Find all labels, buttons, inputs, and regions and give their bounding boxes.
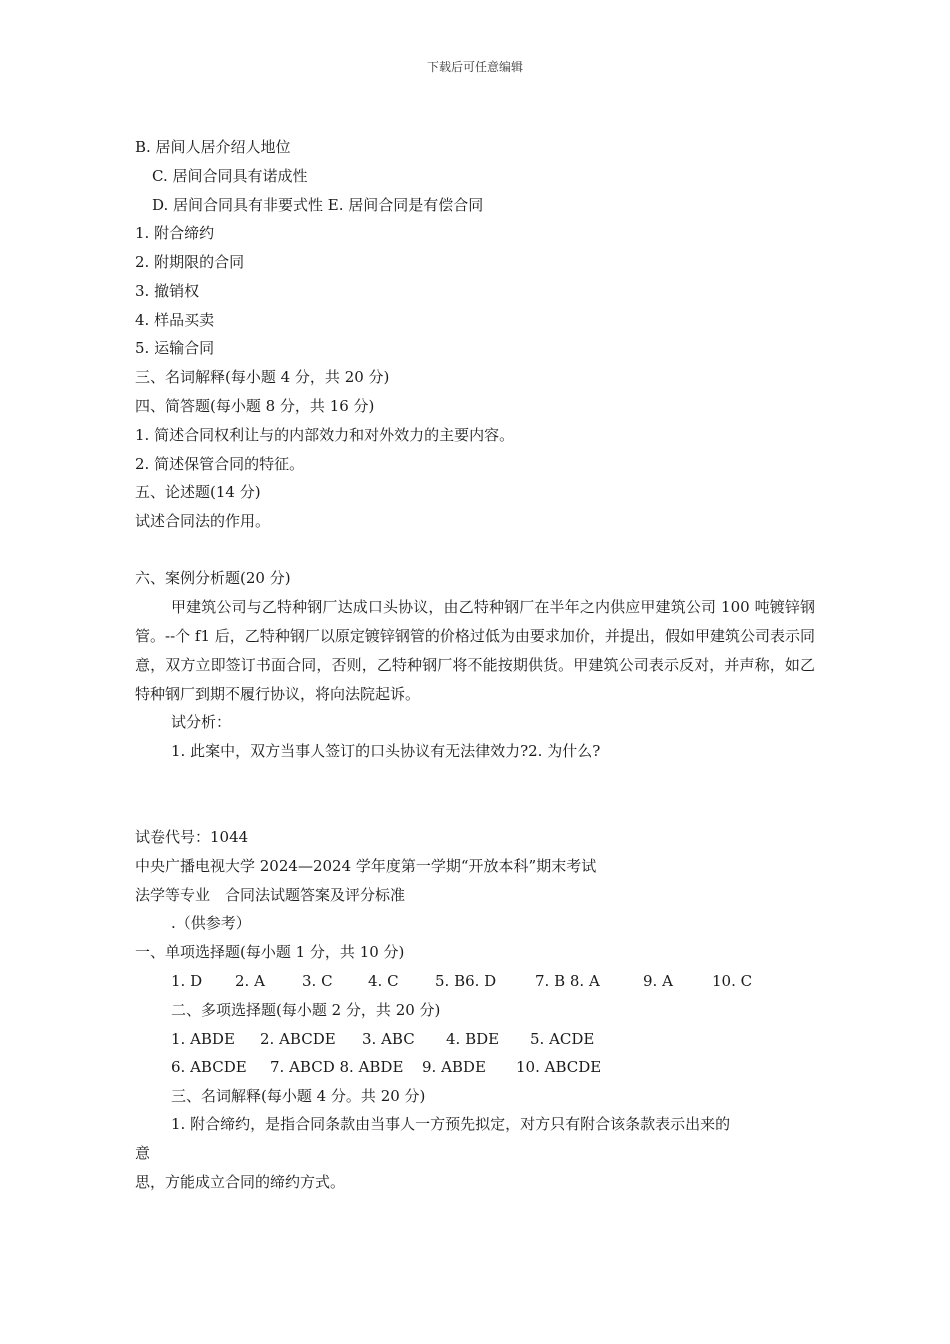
- single-choice-heading: 一、单项选择题(每小题 1 分，共 10 分): [135, 943, 405, 961]
- term-item: 5. 运输合同: [135, 339, 215, 357]
- answer-item: 10. ABCDE: [516, 1058, 602, 1076]
- answer-item: 2. ABCDE: [260, 1030, 336, 1048]
- exam-subject: 法学等专业 合同法试题答案及评分标准: [135, 886, 406, 904]
- essay-question: 试述合同法的作用。: [135, 512, 271, 530]
- term-answer-line: 意: [135, 1144, 151, 1162]
- multi-choice-answers-row: [171, 1057, 601, 1077]
- answer-item: 1. D: [171, 972, 203, 990]
- section-essay-heading: 五、论述题(14 分): [135, 483, 261, 501]
- section-short-answer-heading: 四、简答题(每小题 8 分，共 16 分): [135, 397, 375, 415]
- case-question: 1. 此案中，双方当事人签订的口头协议有无法律效力?2. 为什么?: [171, 742, 601, 760]
- section-terms-heading: 三、名词解释(每小题 4 分，共 20 分): [135, 368, 390, 386]
- single-choice-answers: [171, 971, 752, 991]
- terms-answer-heading: 三、名词解释(每小题 4 分。共 20 分): [171, 1087, 426, 1105]
- exam-code: 试卷代号：1044: [135, 828, 249, 846]
- answer-item: 9. ABDE: [422, 1058, 486, 1076]
- answer-item: 10. C: [712, 972, 753, 990]
- answer-item: 3. ABC: [362, 1030, 415, 1048]
- exam-title: 中央广播电视大学 2024—2024 学年度第一学期“开放本科”期末考试: [135, 857, 597, 875]
- answer-item: 5. B6. D: [435, 972, 497, 990]
- term-item: 1. 附合缔约: [135, 224, 215, 242]
- answer-item: 4. BDE: [446, 1030, 500, 1048]
- page-header: 下载后可任意编辑: [426, 60, 523, 74]
- answer-item: 4. C: [368, 972, 399, 990]
- option-c: C. 居间合同具有诺成性: [152, 167, 308, 185]
- answer-item: 3. C: [302, 972, 333, 990]
- multi-choice-answers-row: [171, 1029, 594, 1049]
- answer-item: 7. ABCD 8. ABDE: [270, 1058, 404, 1076]
- option-d-e: D. 居间合同具有非要式性 E. 居间合同是有偿合同: [152, 196, 484, 214]
- answer-item: 5. ACDE: [530, 1030, 595, 1048]
- answer-item: 2. A: [235, 972, 265, 990]
- short-answer-question: 1. 简述合同权利让与的内部效力和对外效力的主要内容。: [135, 426, 515, 444]
- case-prompt: 试分析：: [171, 713, 232, 731]
- term-item: 2. 附期限的合同: [135, 253, 245, 271]
- multi-choice-heading: 二、多项选择题(每小题 2 分，共 20 分): [171, 1001, 441, 1019]
- answer-item: 6. ABCDE: [171, 1058, 247, 1076]
- case-text: 甲建筑公司与乙特种钢厂达成口头协议，由乙特种钢厂在半年之内供应甲建筑公司 100 吨镀锌钢管。--个 f1 后，乙特种钢厂以原定镀锌钢管的价格过低为由要求加价，并提出，假如甲建筑公司表示同意，双方立即签订书面合同，否则，乙特种钢厂将不能按期供货。甲建筑公司表示反对，并声称，如乙特种钢厂到期不履行协议，将向法院起诉。: [135, 598, 815, 703]
- term-answer-line: 思，方能成立合同的缔约方式。: [135, 1173, 346, 1191]
- section-case-heading: 六、案例分析题(20 分): [135, 569, 291, 587]
- term-item: 3. 撤销权: [135, 282, 200, 300]
- answer-item: 9. A: [643, 972, 673, 990]
- option-b: B. 居间人居介绍人地位: [135, 138, 291, 156]
- term-answer-line: 1. 附合缔约，是指合同条款由当事人一方预先拟定，对方只有附合该条款表示出来的: [171, 1115, 731, 1133]
- answer-item: 7. B 8. A: [535, 972, 600, 990]
- term-item: 4. 样品买卖: [135, 311, 215, 329]
- short-answer-question: 2. 简述保管合同的特征。: [135, 455, 305, 473]
- reference-note: .（供参考）: [171, 914, 251, 932]
- answer-item: 1. ABDE: [171, 1030, 235, 1048]
